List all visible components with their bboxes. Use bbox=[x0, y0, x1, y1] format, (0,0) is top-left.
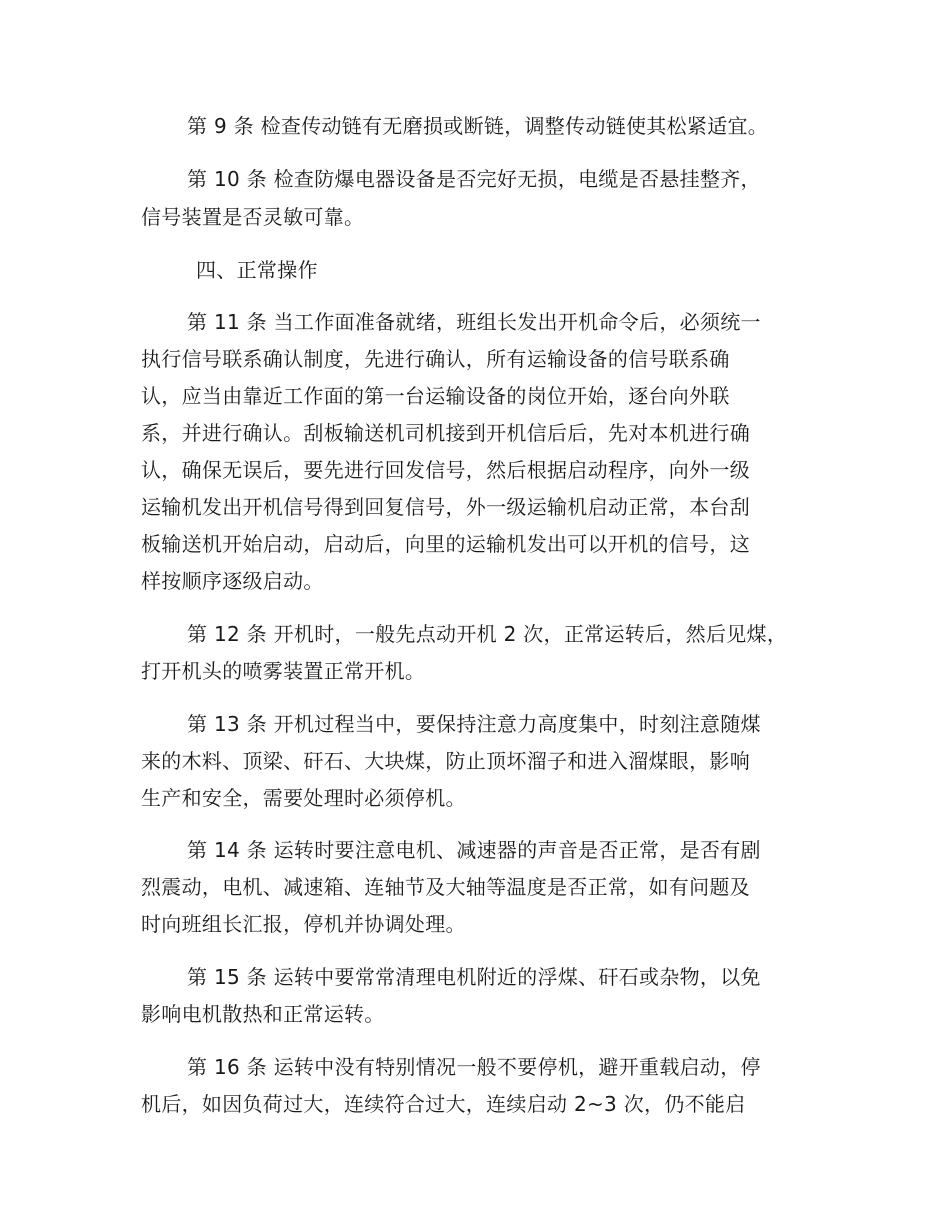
text-line: 信号装置是否灵敏可靠。 bbox=[141, 205, 365, 229]
text-line: 第 10 条 检查防爆电器设备是否完好无损，电缆是否悬挂整齐， bbox=[187, 167, 761, 191]
text-line: 第 9 条 检查传动链有无磨损或断链，调整传动链使其松紧适宜。 bbox=[187, 114, 769, 138]
text-line: 执行信号联系确认制度，先进行确认，所有运输设备的信号联系确 bbox=[141, 347, 730, 371]
text-line: 第 16 条 运转中没有特别情况一般不要停机，避开重载启动，停 bbox=[187, 1055, 761, 1079]
text-line: 第 14 条 运转时要注意电机、减速器的声音是否正常，是否有剧 bbox=[187, 838, 761, 862]
text-line: 生产和安全，需要处理时必须停机。 bbox=[141, 786, 466, 810]
text-line: 打开机头的喷雾装置正常开机。 bbox=[141, 659, 426, 683]
text-line: 来的木料、顶梁、矸石、大块煤，防止顶坏溜子和进入溜煤眼，影响 bbox=[141, 749, 750, 773]
text-line: 认，确保无误后，要先进行回发信号，然后根据启动程序，向外一级 bbox=[141, 458, 750, 482]
text-line: 第 13 条 开机过程当中，要保持注意力高度集中，时刻注意随煤 bbox=[187, 712, 761, 736]
text-line: 影响电机散热和正常运转。 bbox=[141, 1002, 385, 1026]
text-line: 第 11 条 当工作面准备就绪，班组长发出开机命令后，必须统一 bbox=[187, 310, 761, 334]
text-line: 第 15 条 运转中要常常清理电机附近的浮煤、矸石或杂物，以免 bbox=[187, 965, 761, 989]
text-line: 板输送机开始启动，启动后，向里的运输机发出可以开机的信号，这 bbox=[141, 532, 750, 556]
text-line: 机后，如因负荷过大，连续符合过大，连续启动 2~3 次，仍不能启 bbox=[141, 1092, 746, 1116]
text-line: 第 12 条 开机时，一般先点动开机 2 次，正常运转后，然后见煤， bbox=[187, 622, 788, 646]
text-line: 认，应当由靠近工作面的第一台运输设备的岗位开始，逐台向外联 bbox=[141, 384, 730, 408]
text-line: 样按顺序逐级启动。 bbox=[141, 569, 324, 593]
text-line: 烈震动，电机、减速箱、连轴节及大轴等温度是否正常，如有问题及 bbox=[141, 875, 750, 899]
text-line: 系，并进行确认。刮板输送机司机接到开机信后后，先对本机进行确 bbox=[141, 421, 750, 445]
section-heading: 四、正常操作 bbox=[196, 258, 318, 282]
text-line: 时向班组长汇报，停机并协调处理。 bbox=[141, 912, 466, 936]
text-line: 运输机发出开机信号得到回复信号，外一级运输机启动正常，本台刮 bbox=[141, 495, 750, 519]
